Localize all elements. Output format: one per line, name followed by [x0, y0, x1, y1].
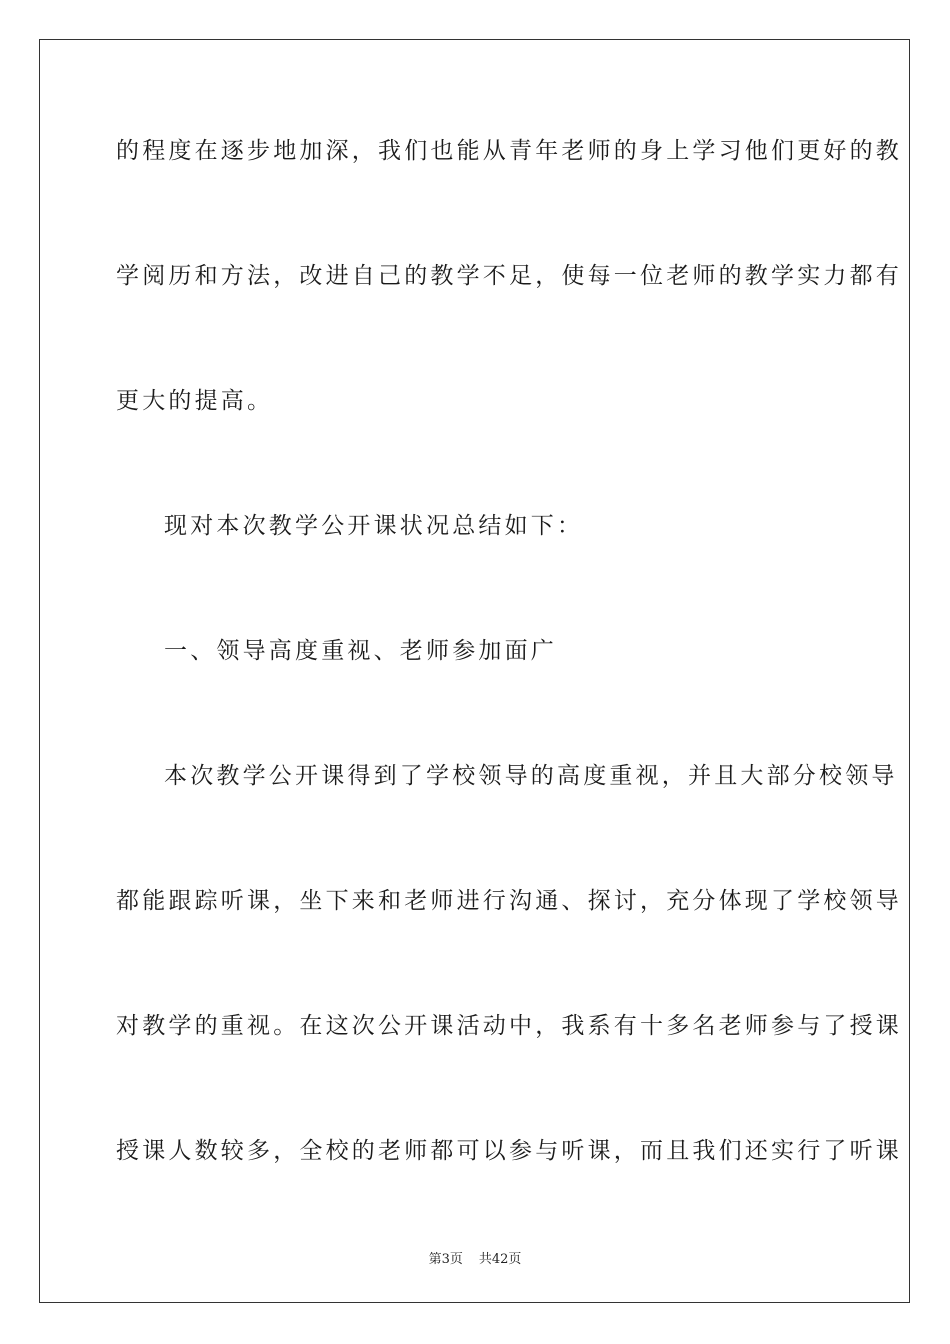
page-total: 共42页	[478, 1252, 522, 1267]
page-border	[39, 39, 910, 1303]
body-line-3: 更大的提高。	[116, 388, 274, 414]
body-line-9: 授课人数较多，全校的老师都可以参与听课，而且我们还实行了听课	[116, 1138, 902, 1164]
body-line-2: 学阅历和方法，改进自己的教学不足，使每一位老师的教学实力都有	[116, 263, 902, 289]
section-heading: 一、领导高度重视、老师参加面广	[164, 638, 557, 664]
body-line-8: 对教学的重视。在这次公开课活动中，我系有十多名老师参与了授课	[116, 1013, 902, 1039]
page-number: 第3页	[428, 1252, 463, 1267]
paragraph-intro: 现对本次教学公开课状况总结如下：	[164, 513, 584, 539]
body-line-6: 本次教学公开课得到了学校领导的高度重视，并且大部分校领导	[164, 763, 898, 789]
page-footer	[0, 1248, 950, 1267]
body-line-7: 都能跟踪听课，坐下来和老师进行沟通、探讨，充分体现了学校领导	[116, 888, 902, 914]
body-line-1: 的程度在逐步地加深，我们也能从青年老师的身上学习他们更好的教	[116, 138, 902, 164]
